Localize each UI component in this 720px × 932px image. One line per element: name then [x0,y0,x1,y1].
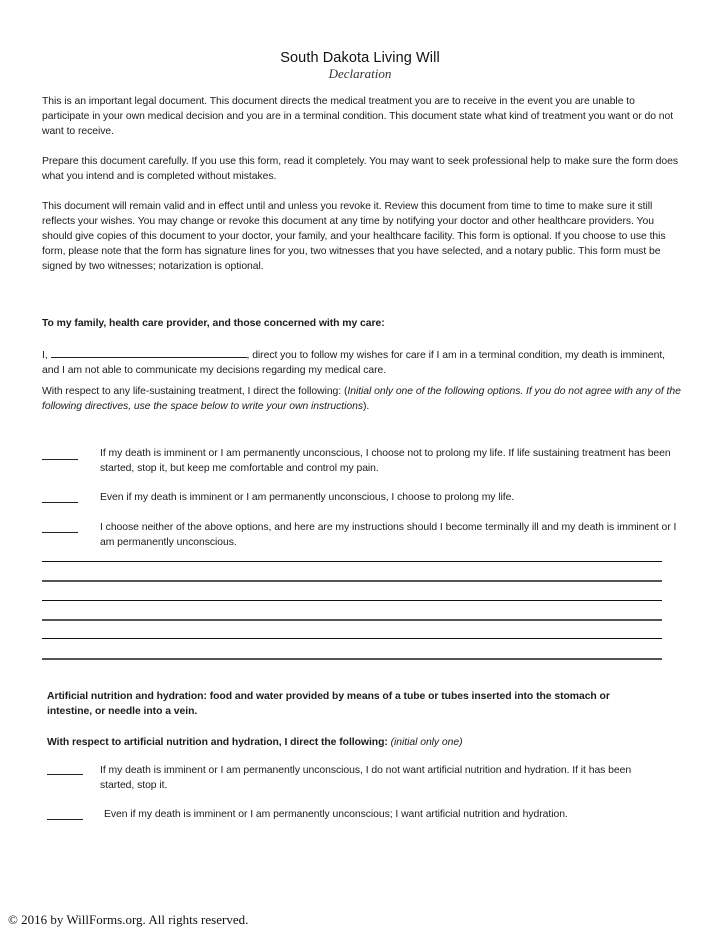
directive-lead: With respect to any life-sustaining treatment, I direct the following: ( [42,386,348,397]
directive-close: ). [362,401,370,412]
nutrition-option-1-text: If my death is imminent or I am permanently unconscious, I do not want artificial nutrition and hydration. If it has been started, stop it. [100,765,632,791]
document-title: South Dakota Living Will [280,50,440,66]
nutrition-definition: Artificial nutrition and hydration: food and water provided by means of a tube or tubes inserted into the stomach or intestine, or needle into a vein. [47,691,610,717]
nutrition-directive-note: (initial only one) [390,737,463,748]
option-3-initials-field[interactable] [42,532,78,533]
declarant-suffix: , direct you to follow my wishes for care if I am in a terminal condition, my death is imminent, and I am not able to communicate my decisions regarding my medical care. [42,350,666,376]
own-instructions-line-1[interactable] [42,561,662,562]
document-subtitle: Declaration [328,66,392,81]
intro-paragraph-1: This is an important legal document. This document directs the medical treatment you are to receive in the event you are unable to participate in your own medical decision and you are in a terminal condition. This document state what kind of treatment you want or do not want to receive. [42,96,674,137]
life-sustaining-directive [42,384,682,414]
own-instructions-line-6[interactable] [42,658,662,660]
option-2-text: Even if my death is imminent or I am permanently unconscious, I choose to prolong my life. [100,492,515,503]
intro-paragraph-2: Prepare this document carefully. If you use this form, read it completely. You may want to seek professional help to make sure the form does what you intend and is completed without mistakes. [42,156,679,182]
own-instructions-line-3[interactable] [42,600,662,601]
copyright-footer: © 2016 by WillForms.org. All rights reserved. [8,912,249,927]
nutrition-directive-lead: With respect to artificial nutrition and hydration, I direct the following: [47,737,391,748]
declarant-prefix: I, [42,350,51,361]
nutrition-option-2-initials-field[interactable] [47,819,83,820]
own-instructions-line-5[interactable] [42,638,662,639]
option-1-initials-field[interactable] [42,459,78,460]
directive-instruction: Initial only one of the following options. If you do not agree with any of the following directives, use the space below to write your own instructions [42,386,681,412]
declarant-statement [42,346,682,378]
option-2-initials-field[interactable] [42,502,78,503]
declarant-name-field[interactable] [51,346,247,358]
intro-paragraph-3: This document will remain valid and in effect until and unless you revoke it. Review this document from time to time to make sure it still reflects your wishes. You may change or revoke this document at any time by notifying your doctor and other healthcare providers. You should give copies of this document to your doctor, your family, and your healthcare facility. This form is optional. If you choose to use this form, please note that the form has signature lines for you, two witnesses that you have selected, and a notary public. This form must be signed by two witnesses; notarization is optional. [42,201,666,272]
option-1-text: If my death is imminent or I am permanently unconscious, I choose not to prolong my life. If life sustaining treatment has been started, stop it, but keep me comfortable and control my pain. [100,448,671,474]
nutrition-option-2-text: Even if my death is imminent or I am permanently unconscious; I want artificial nutrition and hydration. [104,809,568,820]
nutrition-directive [47,735,687,750]
own-instructions-line-4[interactable] [42,619,662,621]
own-instructions-line-2[interactable] [42,580,662,582]
option-3-text: I choose neither of the above options, and here are my instructions should I become terminally ill and my death is imminent or I am permanently unconscious. [100,522,677,548]
nutrition-option-1-initials-field[interactable] [47,774,83,775]
addressee-heading: To my family, health care provider, and those concerned with my care: [42,318,385,329]
